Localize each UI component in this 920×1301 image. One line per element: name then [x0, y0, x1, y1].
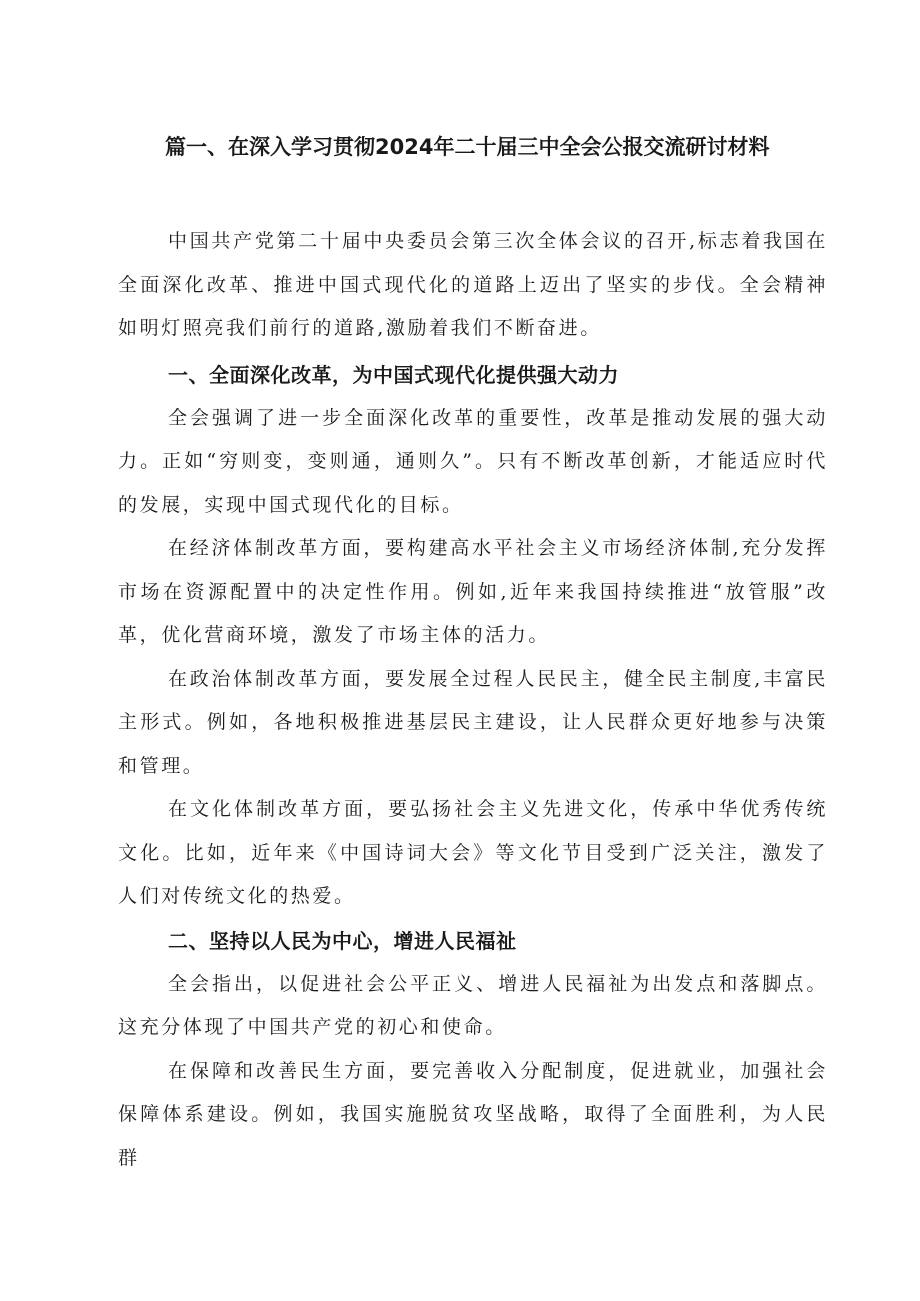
section-1-paragraph-1: 全会强调了进一步全面深化改革的重要性，改革是推动发展的强大动力。正如“穷则变，变则通，通则久”。只有不断改革创新，才能适应时代的发展，实现中国式现代化的目标。: [118, 406, 828, 516]
section-2-paragraph-2: 在保障和改善民生方面，要完善收入分配制度，促进就业，加强社会保障体系建设。例如，我国实施脱贫攻坚战略，取得了全面胜利，为人民群: [118, 1059, 828, 1169]
section-2-heading: 二、坚持以人民为中心，增进人民福祉: [168, 928, 517, 953]
document-body: [118, 220, 828, 1180]
document-title: 篇一、在深入学习贯彻2024年二十届三中全会公报交流研讨材料: [165, 135, 770, 159]
section-1-heading: 一、全面深化改革，为中国式现代化提供强大动力: [168, 362, 619, 387]
section-1-paragraph-2: 在经济体制改革方面，要构建高水平社会主义市场经济体制,充分发挥市场在资源配置中的决定性作用。例如,近年来我国持续推进“放管服”改革，优化营商环境，激发了市场主体的活力。: [118, 537, 828, 646]
section-1-paragraph-4: 在文化体制改革方面，要弘扬社会主义先进文化，传承中华优秀传统文化。比如，近年来《中国诗词大会》等文化节目受到广泛关注，激发了人们对传统文化的热爱。: [118, 798, 828, 907]
section-2-paragraph-1: 全会指出，以促进社会公平正义、增进人民福祉为出发点和落脚点。这充分体现了中国共产党的初心和使命。: [118, 972, 828, 1038]
intro-paragraph: 中国共产党第二十届中央委员会第三次全体会议的召开,标志着我国在全面深化改革、推进中国式现代化的道路上迈出了坚实的步伐。全会精神如明灯照亮我们前行的道路,激励着我们不断奋进。: [118, 230, 828, 339]
section-1-paragraph-3: 在政治体制改革方面，要发展全过程人民民主，健全民主制度,丰富民主形式。例如，各地积极推进基层民主建设，让人民群众更好地参与决策和管理。: [118, 667, 828, 777]
